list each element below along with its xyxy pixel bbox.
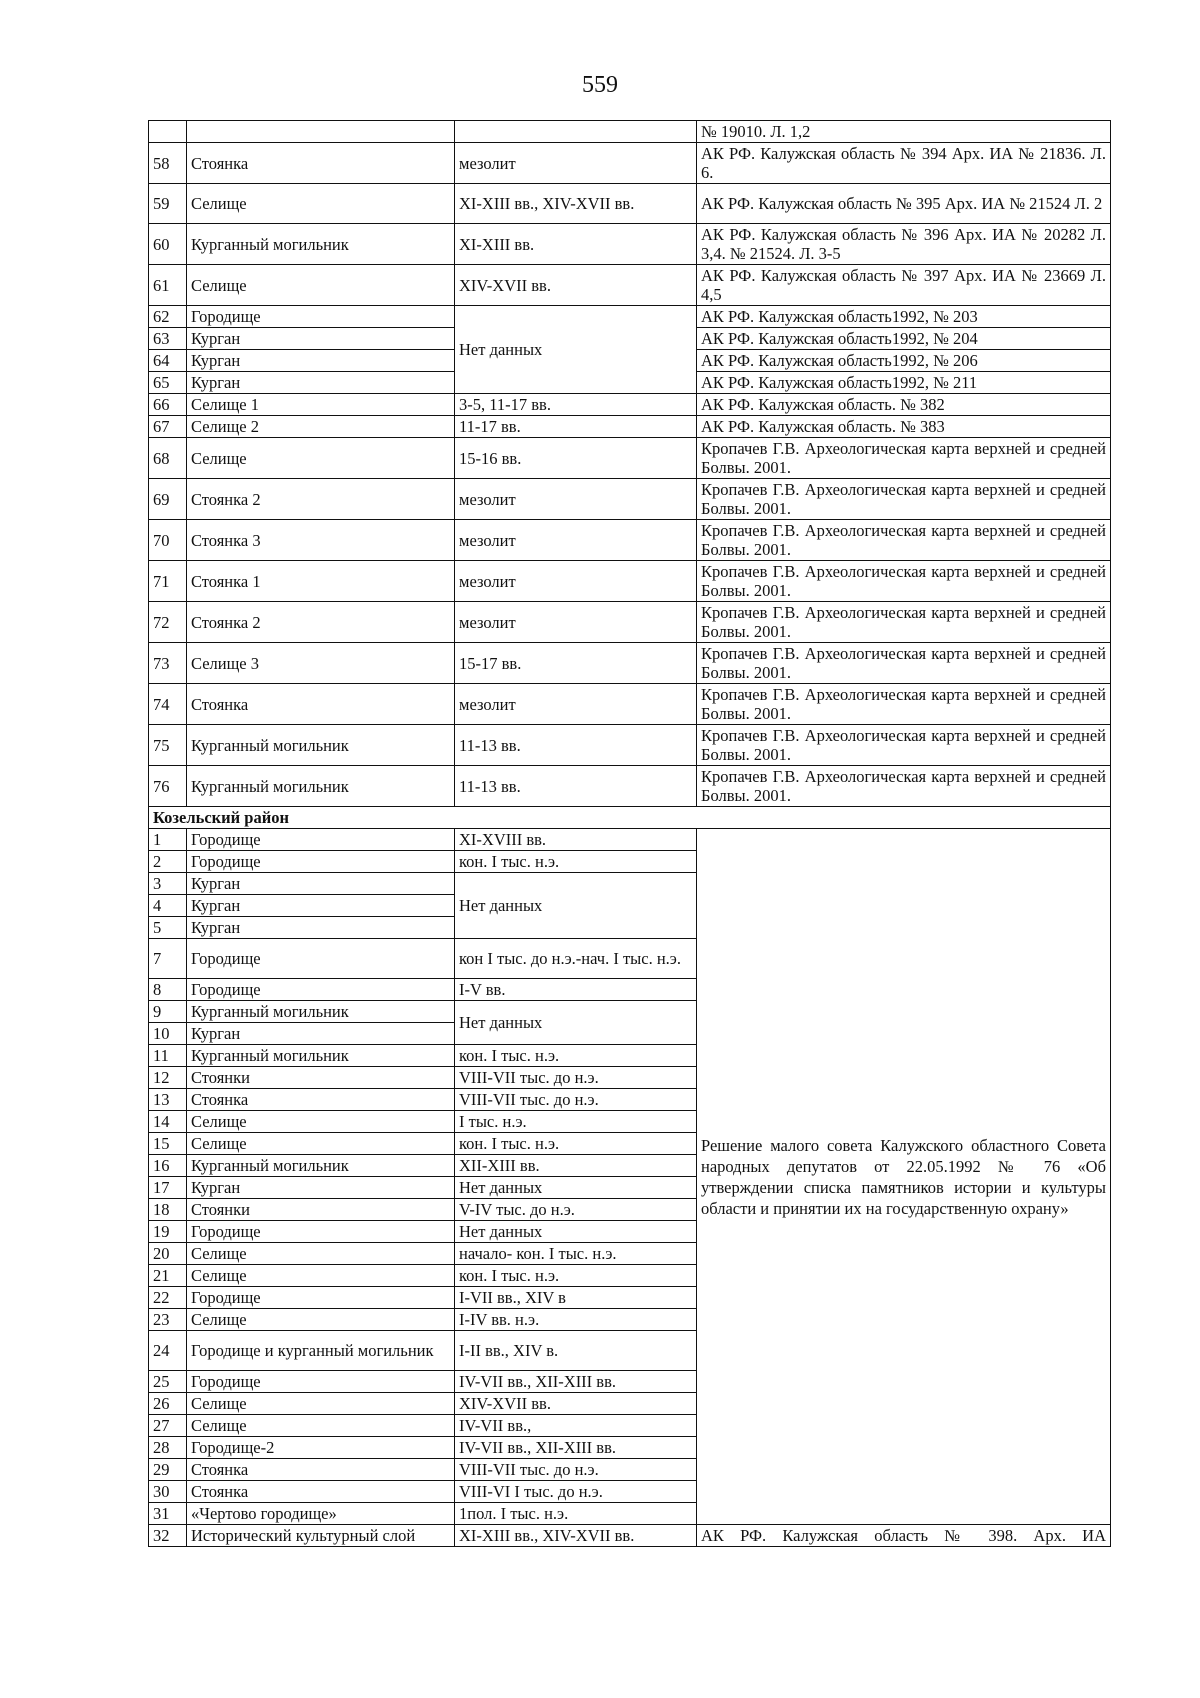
monument-name: Селище 3: [187, 643, 455, 684]
monument-date: мезолит: [455, 561, 697, 602]
row-number: 7: [149, 939, 187, 979]
monument-date: IV-VII вв., XII-XIII вв.: [455, 1437, 697, 1459]
row-number: 8: [149, 979, 187, 1001]
table-row: [149, 602, 1111, 643]
monument-name: Селище: [187, 1133, 455, 1155]
monument-name: Селище: [187, 1243, 455, 1265]
table-row: [149, 394, 1111, 416]
row-number: 23: [149, 1309, 187, 1331]
monument-name: Курган: [187, 1023, 455, 1045]
row-number: 21: [149, 1265, 187, 1287]
monument-name: Курганный могильник: [187, 1155, 455, 1177]
monument-name: Курган: [187, 328, 455, 350]
monument-date: [455, 121, 697, 143]
monument-name: Стоянка 1: [187, 561, 455, 602]
table-row: [149, 725, 1111, 766]
row-number: 11: [149, 1045, 187, 1067]
row-number: 32: [149, 1525, 187, 1547]
row-number: 10: [149, 1023, 187, 1045]
monument-date: I-IV вв. н.э.: [455, 1309, 697, 1331]
monument-date: I-V вв.: [455, 979, 697, 1001]
monument-name: Курганный могильник: [187, 224, 455, 265]
table-row: [149, 520, 1111, 561]
monument-date: 11-17 вв.: [455, 416, 697, 438]
monument-name: Селище: [187, 1309, 455, 1331]
monument-date: начало- кон. I тыс. н.э.: [455, 1243, 697, 1265]
monument-name: Городище: [187, 306, 455, 328]
monuments-table: [148, 120, 1111, 1547]
monument-date: XII-XIII вв.: [455, 1155, 697, 1177]
monument-name: Селище 2: [187, 416, 455, 438]
monument-date: 11-13 вв.: [455, 766, 697, 807]
monument-date: VIII-VII тыс. до н.э.: [455, 1067, 697, 1089]
monument-date: IV-VII вв.,: [455, 1415, 697, 1437]
table-row: [149, 224, 1111, 265]
row-number: 16: [149, 1155, 187, 1177]
monument-date: I тыс. н.э.: [455, 1111, 697, 1133]
row-number: 64: [149, 350, 187, 372]
monument-date: 1пол. I тыс. н.э.: [455, 1503, 697, 1525]
monument-name: Городище: [187, 1371, 455, 1393]
monument-name: Городище-2: [187, 1437, 455, 1459]
table-row: [149, 306, 1111, 328]
monument-date: XIV-XVII вв.: [455, 265, 697, 306]
row-number: 70: [149, 520, 187, 561]
row-number: 1: [149, 829, 187, 851]
monument-name: «Чертово городище»: [187, 1503, 455, 1525]
row-number: 25: [149, 1371, 187, 1393]
monument-date: Нет данных: [455, 873, 697, 939]
monument-name: Селище: [187, 1393, 455, 1415]
row-number: 67: [149, 416, 187, 438]
monument-date: Нет данных: [455, 1001, 697, 1045]
row-number: 58: [149, 143, 187, 184]
table-row: [149, 643, 1111, 684]
monument-date: Нет данных: [455, 306, 697, 394]
row-number: 63: [149, 328, 187, 350]
monument-date: XI-XIII вв.: [455, 224, 697, 265]
monument-date: кон. I тыс. н.э.: [455, 1133, 697, 1155]
monument-name: Курган: [187, 372, 455, 394]
monument-name: Курганный могильник: [187, 1001, 455, 1023]
monument-source: Кропачев Г.В. Археологическая карта верхней и средней Болвы. 2001.: [697, 479, 1111, 520]
monument-source: АК РФ. Калужская область1992, № 204: [697, 328, 1111, 350]
monument-date: кон. I тыс. н.э.: [455, 851, 697, 873]
page-number: 559: [582, 72, 618, 98]
monument-source: АК РФ. Калужская область1992, № 206: [697, 350, 1111, 372]
table-row: [149, 143, 1111, 184]
table-row: [149, 438, 1111, 479]
monument-name: Городище и курганный могильник: [187, 1331, 455, 1371]
row-number: 19: [149, 1221, 187, 1243]
monument-name: Городище: [187, 851, 455, 873]
row-number: 65: [149, 372, 187, 394]
monument-name: Курган: [187, 350, 455, 372]
row-number: 69: [149, 479, 187, 520]
monument-name: Курганный могильник: [187, 725, 455, 766]
table-row: [149, 829, 1111, 851]
monument-source: Кропачев Г.В. Археологическая карта верхней и средней Болвы. 2001.: [697, 520, 1111, 561]
monument-name: Стоянка 2: [187, 602, 455, 643]
table-row: [149, 121, 1111, 143]
monument-name: Курган: [187, 917, 455, 939]
monument-name: Городище: [187, 829, 455, 851]
monument-date: мезолит: [455, 684, 697, 725]
row-number: 27: [149, 1415, 187, 1437]
monument-name: Селище: [187, 1111, 455, 1133]
row-number: 13: [149, 1089, 187, 1111]
monument-name: Стоянка 2: [187, 479, 455, 520]
monument-name: Стоянки: [187, 1067, 455, 1089]
row-number: 71: [149, 561, 187, 602]
monument-name: Селище: [187, 1265, 455, 1287]
monument-name: Стоянка: [187, 1481, 455, 1503]
monument-source: АК РФ. Калужская область № 396 Арх. ИА № 20282 Л. 3,4. № 21524. Л. 3-5: [697, 224, 1111, 265]
monument-source: Кропачев Г.В. Археологическая карта верхней и средней Болвы. 2001.: [697, 684, 1111, 725]
table-row: [149, 561, 1111, 602]
monument-name: Курганный могильник: [187, 766, 455, 807]
monument-source: № 19010. Л. 1,2: [697, 121, 1111, 143]
monument-date: V-IV тыс. до н.э.: [455, 1199, 697, 1221]
monument-date: XI-XIII вв., XIV-XVII вв.: [455, 184, 697, 224]
monument-date: 11-13 вв.: [455, 725, 697, 766]
monument-name: Курган: [187, 1177, 455, 1199]
monument-date: I-VII вв., XIV в: [455, 1287, 697, 1309]
monument-name: Стоянка: [187, 1089, 455, 1111]
monument-name: Селище: [187, 1415, 455, 1437]
monument-name: Курган: [187, 895, 455, 917]
table-row: [149, 766, 1111, 807]
kozelsk-decision: Решение малого совета Калужского областного Совета народных депутатов от 22.05.1992 № 76 «Об утверждении списка памятников истории и культуры области и принятии их на государственную охрану»: [697, 829, 1111, 1525]
row-number: 2: [149, 851, 187, 873]
monument-name: Городище: [187, 1287, 455, 1309]
row-number: 4: [149, 895, 187, 917]
monument-name: Селище: [187, 184, 455, 224]
monument-source: Кропачев Г.В. Археологическая карта верхней и средней Болвы. 2001.: [697, 438, 1111, 479]
monument-date: XI-XVIII вв.: [455, 829, 697, 851]
row-number: 5: [149, 917, 187, 939]
monument-date: 15-16 вв.: [455, 438, 697, 479]
monument-date: кон. I тыс. н.э.: [455, 1045, 697, 1067]
row-number: 74: [149, 684, 187, 725]
row-number: 73: [149, 643, 187, 684]
monument-source: АК РФ. Калужская область1992, № 211: [697, 372, 1111, 394]
row-number: 62: [149, 306, 187, 328]
table-row: [149, 416, 1111, 438]
row-number: 60: [149, 224, 187, 265]
district-heading: Козельский район: [149, 807, 1111, 829]
monument-name: Стоянка: [187, 1459, 455, 1481]
monument-source: Кропачев Г.В. Археологическая карта верхней и средней Болвы. 2001.: [697, 643, 1111, 684]
monument-name: Городище: [187, 979, 455, 1001]
monument-date: Нет данных: [455, 1221, 697, 1243]
monument-name: Городище: [187, 1221, 455, 1243]
row-number: 72: [149, 602, 187, 643]
monument-date: 15-17 вв.: [455, 643, 697, 684]
row-number: 28: [149, 1437, 187, 1459]
monument-name: Городище: [187, 939, 455, 979]
monument-source: АК РФ. Калужская область № 394 Арх. ИА № 21836. Л. 6.: [697, 143, 1111, 184]
monument-date: кон. I тыс. н.э.: [455, 1265, 697, 1287]
row-number: 75: [149, 725, 187, 766]
monument-name: Исторический культурный слой: [187, 1525, 455, 1547]
row-number: [149, 121, 187, 143]
monument-source: Кропачев Г.В. Археологическая карта верхней и средней Болвы. 2001.: [697, 725, 1111, 766]
monument-name: Стоянки: [187, 1199, 455, 1221]
row-number: 14: [149, 1111, 187, 1133]
monument-date: VIII-VII тыс. до н.э.: [455, 1459, 697, 1481]
monument-source: АК РФ. Калужская область. № 382: [697, 394, 1111, 416]
monument-source: АК РФ. Калужская область № 395 Арх. ИА № 21524 Л. 2: [697, 184, 1111, 224]
monument-date: VIII-VI I тыс. до н.э.: [455, 1481, 697, 1503]
district-heading-row: [149, 807, 1111, 829]
monument-source: АК РФ. Калужская область1992, № 203: [697, 306, 1111, 328]
monument-source: Кропачев Г.В. Археологическая карта верхней и средней Болвы. 2001.: [697, 766, 1111, 807]
row-number: 76: [149, 766, 187, 807]
monument-date: 3-5, 11-17 вв.: [455, 394, 697, 416]
monument-name: Стоянка 3: [187, 520, 455, 561]
monument-name: Курган: [187, 873, 455, 895]
row-number: 18: [149, 1199, 187, 1221]
monument-source: Кропачев Г.В. Археологическая карта верхней и средней Болвы. 2001.: [697, 602, 1111, 643]
row-number: 17: [149, 1177, 187, 1199]
monument-name: Стоянка: [187, 684, 455, 725]
table-row: [149, 479, 1111, 520]
monument-name: Селище 1: [187, 394, 455, 416]
row-number: 22: [149, 1287, 187, 1309]
row-number: 29: [149, 1459, 187, 1481]
table-row: [149, 684, 1111, 725]
monument-date: XIV-XVII вв.: [455, 1393, 697, 1415]
monument-date: IV-VII вв., XII-XIII вв.: [455, 1371, 697, 1393]
row-number: 30: [149, 1481, 187, 1503]
row-number: 66: [149, 394, 187, 416]
row-number: 24: [149, 1331, 187, 1371]
monument-source: АК РФ. Калужская область № 397 Арх. ИА № 23669 Л. 4,5: [697, 265, 1111, 306]
monument-date: мезолит: [455, 479, 697, 520]
monument-source: АК РФ. Калужская область. № 383: [697, 416, 1111, 438]
monument-date: XI-XIII вв., XIV-XVII вв.: [455, 1525, 697, 1547]
monument-name: Селище: [187, 438, 455, 479]
row-number: 26: [149, 1393, 187, 1415]
monument-source: Кропачев Г.В. Археологическая карта верхней и средней Болвы. 2001.: [697, 561, 1111, 602]
monument-date: VIII-VII тыс. до н.э.: [455, 1089, 697, 1111]
row-number: 12: [149, 1067, 187, 1089]
monument-date: мезолит: [455, 520, 697, 561]
table-row: [149, 184, 1111, 224]
monument-name: Стоянка: [187, 143, 455, 184]
monument-date: мезолит: [455, 602, 697, 643]
monument-date: I-II вв., XIV в.: [455, 1331, 697, 1371]
row-number: 59: [149, 184, 187, 224]
table-row: [149, 1525, 1111, 1547]
row-number: 15: [149, 1133, 187, 1155]
monument-name: Курганный могильник: [187, 1045, 455, 1067]
monument-date: мезолит: [455, 143, 697, 184]
row-number: 61: [149, 265, 187, 306]
monument-name: Селище: [187, 265, 455, 306]
row-number: 3: [149, 873, 187, 895]
monument-source: АК РФ. Калужская область № 398. Арх. ИА: [697, 1525, 1111, 1547]
table-row: [149, 265, 1111, 306]
row-number: 20: [149, 1243, 187, 1265]
row-number: 68: [149, 438, 187, 479]
monument-date: кон I тыс. до н.э.-нач. I тыс. н.э.: [455, 939, 697, 979]
row-number: 9: [149, 1001, 187, 1023]
row-number: 31: [149, 1503, 187, 1525]
monument-name: [187, 121, 455, 143]
monument-date: Нет данных: [455, 1177, 697, 1199]
